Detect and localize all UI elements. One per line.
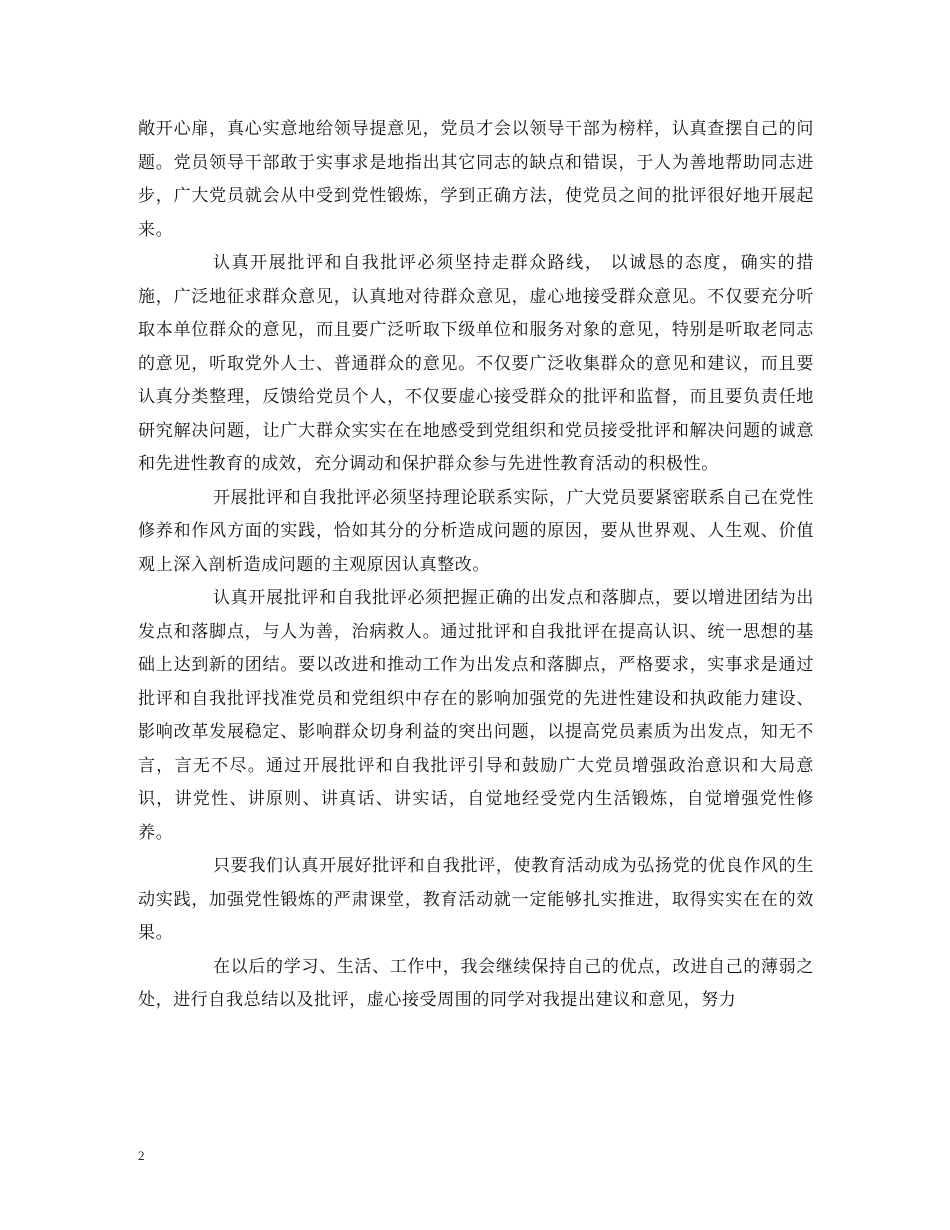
paragraph-5: 只要我们认真开展好批评和自我批评，使教育活动成为弘扬党的优良作风的生动实践，加强党性锻炼的严肃课堂，教育活动就一定能够扎实推进，取得实实在在的效果。 [138,856,814,943]
paragraph-6: 在以后的学习、生活、工作中，我会继续保持自己的优点，改进自己的薄弱之处，进行自我总结以及批评，虚心接受周围的同学对我提出建议和意见，努力 [138,956,814,1010]
document-body [138,113,814,1018]
paragraph-3: 开展批评和自我批评必须坚持理论联系实际，广大党员要紧密联系自己在党性修养和作风方面的实践，恰如其分的分析造成问题的原因，要从世界观、人生观、价值观上深入剖析造成问题的主观原因认真整改。 [138,487,814,575]
paragraph-1: 敞开心扉，真心实意地给领导提意见，党员才会以领导干部为榜样，认真查摆自己的问题。党员领导干部敢于实事求是地指出其它同志的缺点和错误，于人为善地帮助同志进步，广大党员就会从中受到党性锻炼，学到正确方法，使党员之间的批评很好地开展起来。 [138,119,814,240]
page-number: 2 [138,1148,145,1163]
paragraph-4: 认真开展批评和自我批评必须把握正确的出发点和落脚点，要以增进团结为出发点和落脚点，与人为善，治病救人。通过批评和自我批评在提高认识、统一思想的基础上达到新的团结。要以改进和推动工作为出发点和落脚点，严格要求，实事求是通过批评和自我批评找准党员和党组织中存在的影响加强党的先进性建设和执政能力建设、影响改革发展稳定、影响群众切身利益的突出问题，以提高党员素质为出发点，知无不言，言无不尽。通过开展批评和自我批评引导和鼓励广大党员增强政治意识和大局意识，讲党性、讲原则、讲真话、讲实话，自觉地经受党内生活锻炼，自觉增强党性修养。 [138,588,814,843]
paragraph-2: 认真开展批评和自我批评必须坚持走群众路线， 以诚恳的态度，确实的措施，广泛地征求群众意见，认真地对待群众意见，虚心地接受群众意见。不仅要充分听取本单位群众的意见，而且要广泛听取下级单位和服务对象的意见，特别是听取老同志的意见，听取党外人士、普通群众的意见。不仅要广泛收集群众的意见和建议，而且要认真分类整理，反馈给党员个人，不仅要虚心接受群众的批评和监督，而且要负责任地研究解决问题，让广大群众实实在在地感受到党组织和党员接受批评和解决问题的诚意和先进性教育的成效，充分调动和保护群众参与先进性教育活动的积极性。 [138,253,814,474]
